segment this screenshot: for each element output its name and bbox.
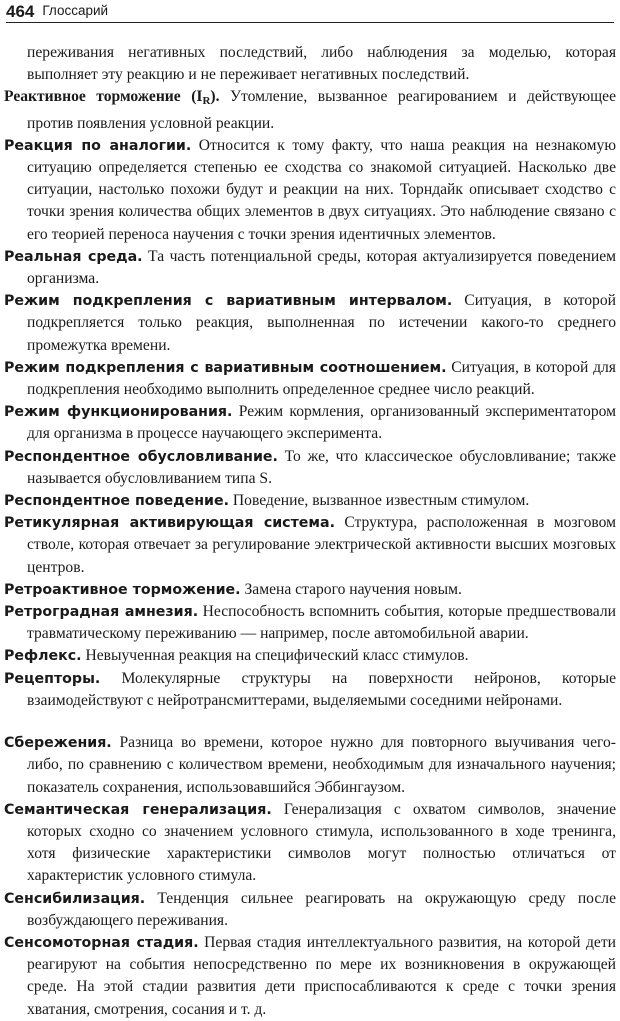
glossary-entry	[4, 86, 616, 134]
glossary-term: Сенсибилизация.	[4, 890, 146, 907]
glossary-entry	[4, 446, 616, 490]
glossary-definition: Замена старого научения новым.	[240, 580, 462, 598]
glossary-definition: Первая стадия интеллектуального развития, на которой дети реагируют на события непосредственно по мере их возникновения в окружающей среде. На этой стадии развития дети приспосабливаются к среде с точки зрения хватания, смотрения, сосания и т. д.	[27, 933, 617, 1018]
glossary-term: Ретроградная амнезия.	[4, 604, 199, 621]
glossary-definition: Неспособность вспомнить события, которые предшествовали травматическому переживанию — например, после автомобильной аварии.	[27, 603, 616, 643]
glossary-entry	[4, 512, 616, 579]
glossary-definition: Утомление, вызванное реагированием и действующее против появления условной реакции.	[27, 88, 617, 132]
glossary-term: Реакция по аналогии.	[4, 137, 192, 154]
glossary-definition: Тенденция сильнее реагировать на окружающую среду после возбуждающего переживания.	[27, 889, 616, 929]
glossary-term: Респондентное поведение.	[4, 493, 229, 510]
glossary-entry	[4, 135, 616, 246]
glossary-entry	[4, 490, 616, 512]
glossary-definition: То же, что классическое обусловливание; также называется обусловливанием типа S.	[27, 447, 617, 487]
glossary-definition: Поведение, вызванное известным стимулом.	[228, 492, 530, 510]
glossary-term: Ретроактивное торможение.	[4, 581, 241, 598]
glossary-entry	[4, 579, 616, 601]
glossary-term: Сбережения.	[4, 735, 112, 752]
glossary-definition: Молекулярные структуры на поверхности нейронов, которые взаимодействуют с нейротрансмиттерами, выделяемыми соседними нейронами.	[27, 669, 616, 709]
glossary-entry	[4, 290, 616, 357]
continued-definition: переживания негативных последствий, либо наблюдения за моделью, которая выполняет эту реакцию и не переживает негативных последствий.	[27, 44, 616, 84]
glossary-term: Рецепторы.	[4, 670, 101, 687]
glossary-entry	[4, 932, 616, 1021]
glossary-term: Респондентное обусловливание.	[4, 448, 278, 465]
glossary-entry	[4, 732, 616, 799]
page-number: 464	[6, 2, 35, 21]
glossary-entry	[4, 888, 616, 932]
glossary-definition: Режим кормления, организованный экспериментатором для организма в процессе научающего эксперимента.	[27, 403, 616, 443]
page-header	[6, 0, 614, 23]
glossary-entry	[4, 401, 616, 445]
glossary-term: Реактивное торможение $(I_R)$.	[4, 88, 220, 108]
glossary-entry	[4, 799, 616, 888]
glossary-term: Реальная среда.	[4, 248, 143, 265]
glossary-term: Ретикулярная активирующая система.	[4, 515, 335, 532]
glossary-definition: Та часть потенциальной среды, которая актуализируется поведением организма.	[27, 247, 616, 288]
glossary-definition: Генерализация с охватом символов, значение которых сходно со значением условного стимула, использованного в ходе тренинга, хотя физические характеристики символов могут полностью отличаться от характеристик условного стимула.	[27, 800, 616, 885]
glossary-definition: Ситуация, в которой для подкрепления необходимо выполнить определенное среднее число реакций.	[27, 358, 616, 399]
glossary-term: Режим подкрепления с вариативным интервалом.	[4, 293, 453, 310]
glossary-entry	[4, 246, 616, 290]
glossary-term: Семантическая генерализация.	[4, 801, 272, 818]
glossary-entry	[4, 645, 616, 667]
glossary-content	[4, 42, 616, 1021]
glossary-definition: Относится к тому факту, что наша реакция на незнакомую ситуацию определяется степенью ее сходства со знакомой ситуацией. Насколько две ситуации, настолько похожи будут и реакции на них. Торндайк описывает сходство с точки зрения количества общих элементов в двух ситуациях. Это наблюдение связано с его теорией переноса научения с точки зрения идентичных элементов.	[27, 136, 616, 243]
glossary-term: Рефлекс.	[4, 648, 82, 665]
glossary-definition: Ситуация, в которой подкрепляется только реакция, выполненная по истечении какого-то среднего промежутка времени.	[27, 292, 616, 354]
glossary-entry	[4, 668, 616, 712]
glossary-definition: Структура, расположенная в мозговом стволе, которая отвечает за регулирование электрической активности высших мозговых центров.	[27, 514, 616, 576]
glossary-term: Режим функционирования.	[4, 404, 233, 421]
glossary-definition: Невыученная реакция на специфический класс стимулов.	[81, 647, 469, 665]
glossary-entry	[4, 601, 616, 645]
glossary-entry	[4, 357, 616, 401]
glossary-term: Сенсомоторная стадия.	[4, 934, 199, 951]
glossary-term: Режим подкрепления с вариативным соотношением.	[4, 359, 447, 376]
running-head: Глоссарий	[42, 3, 109, 18]
glossary-definition: Разница во времени, которое нужно для повторного выучивания чего-либо, по сравнению с количеством времени, необходимым для изначального научения; показатель сохранения, использовавшийся Эббингаузом.	[27, 734, 616, 796]
